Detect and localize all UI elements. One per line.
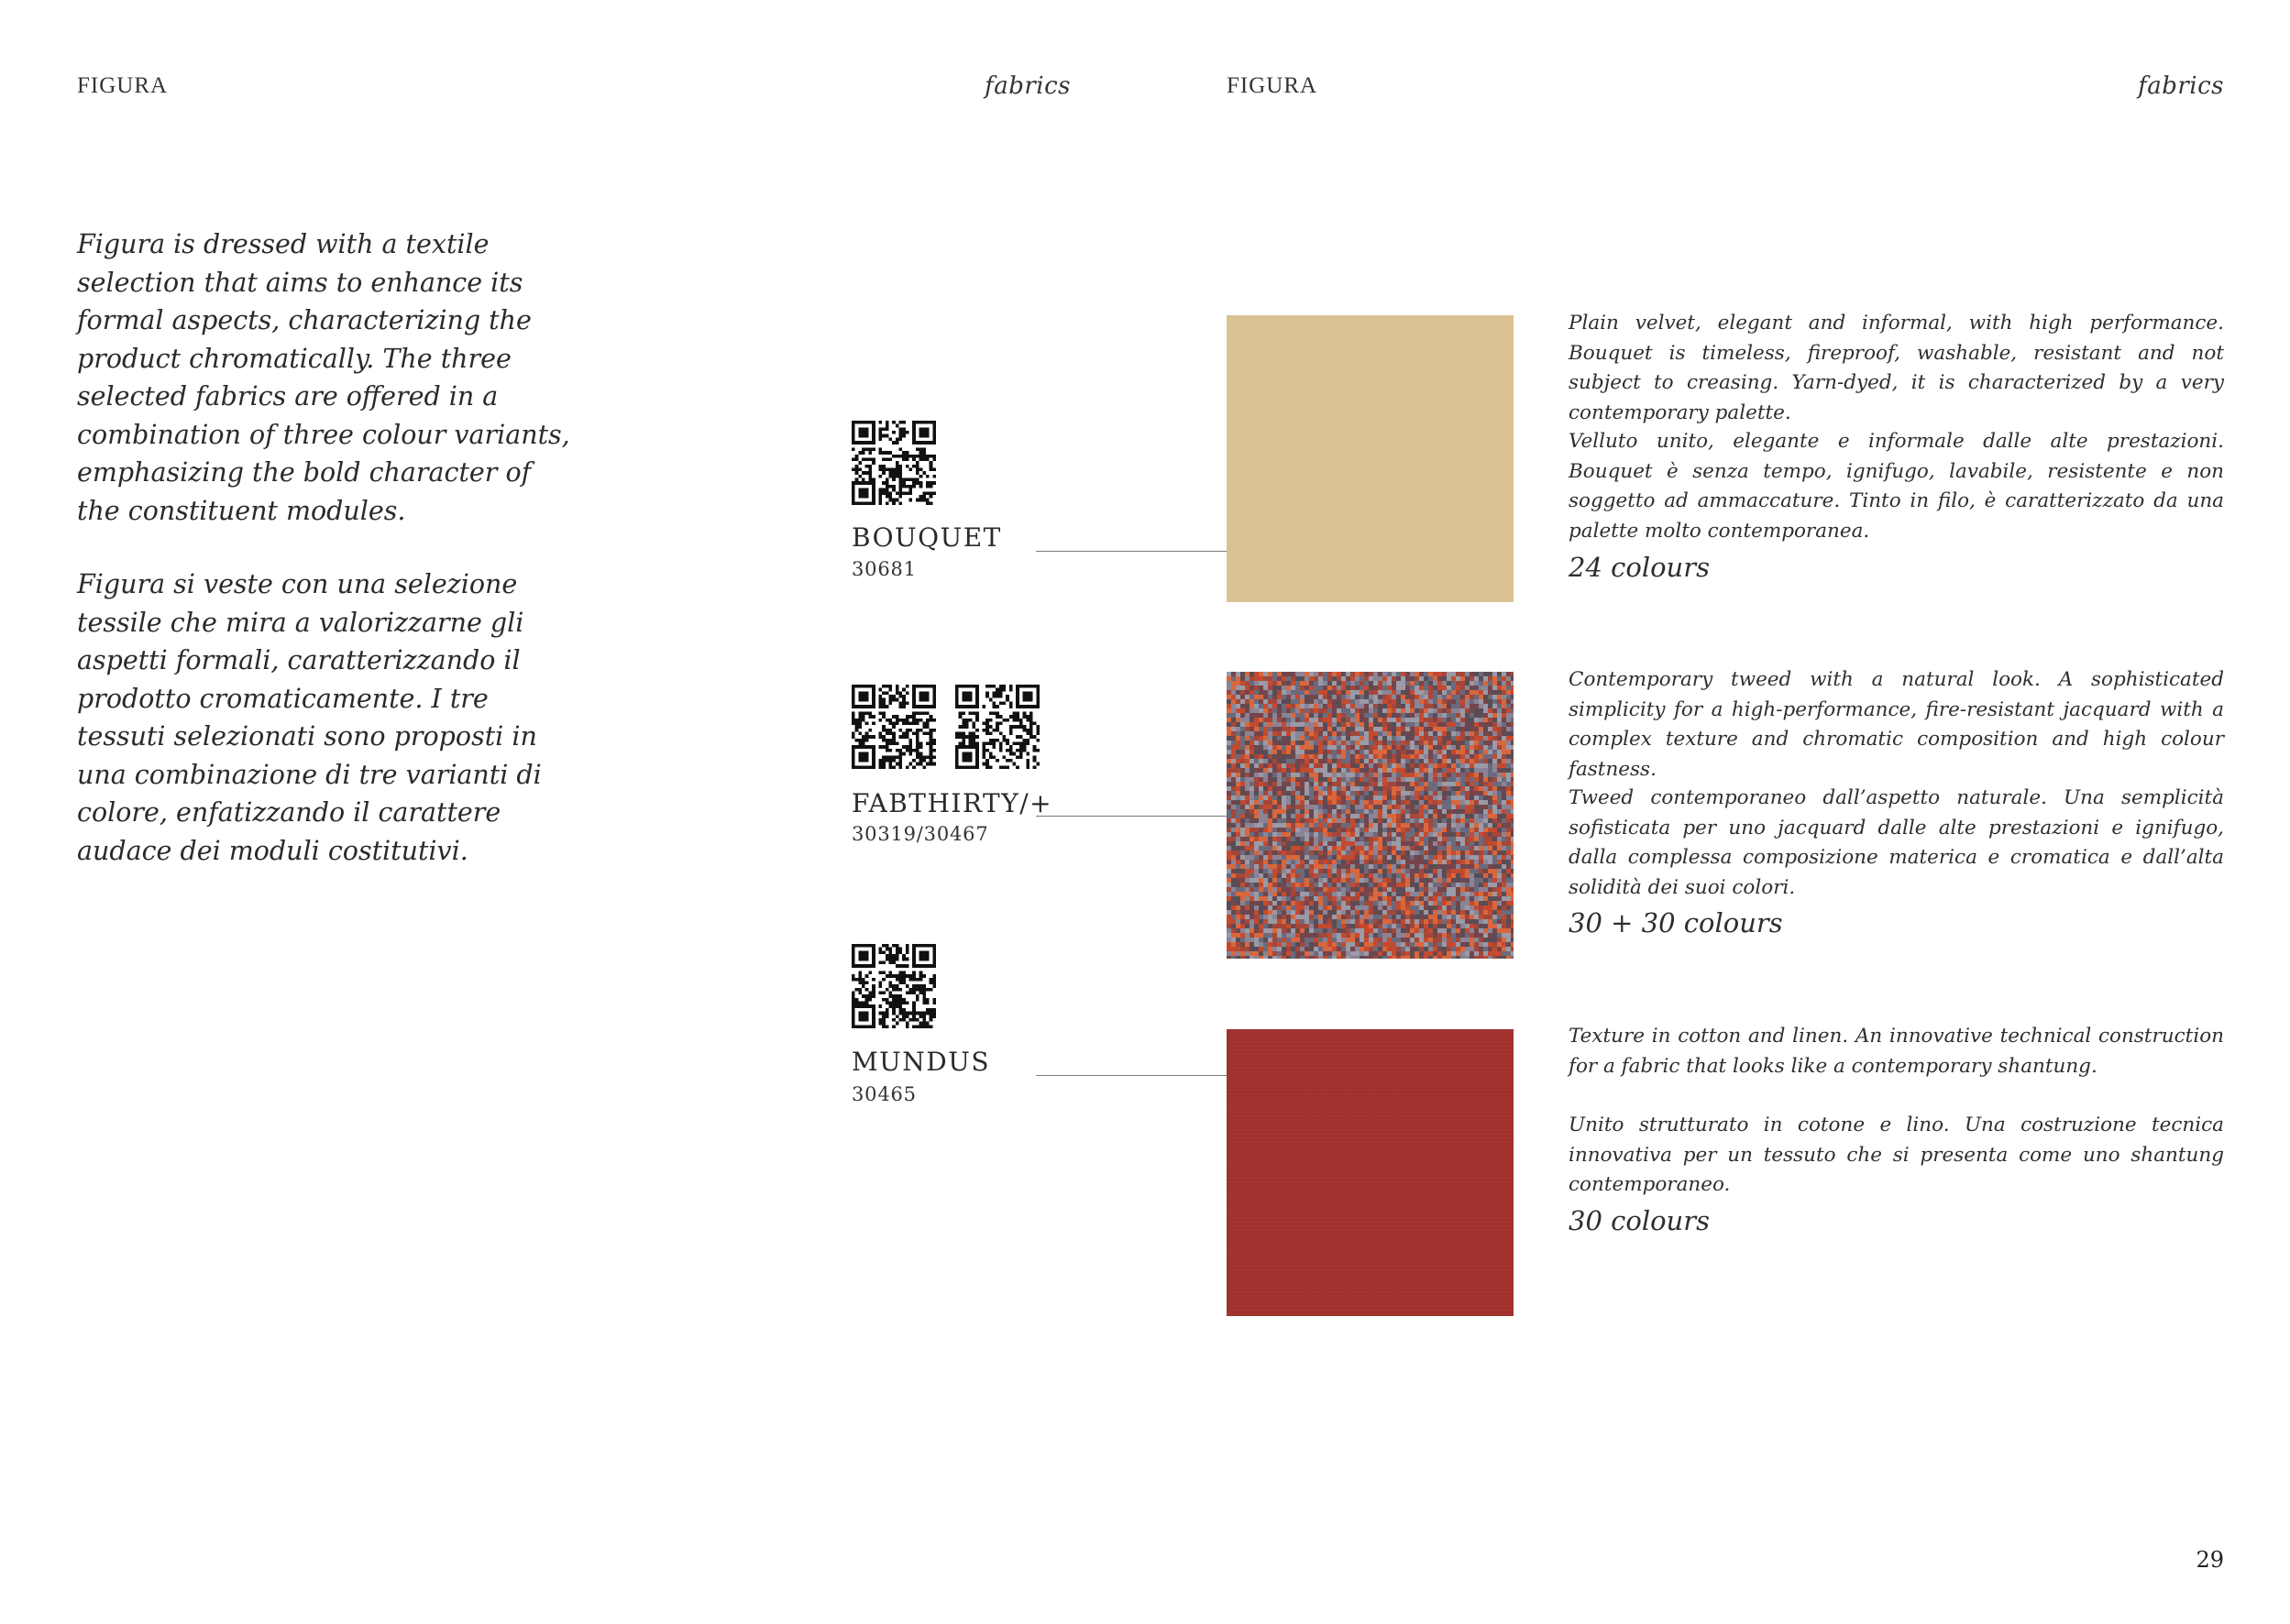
fabric-name-bouquet: BOUQUET bbox=[852, 522, 1002, 553]
fabric-name-fabthirty: FABTHIRTY/+ bbox=[852, 788, 1053, 818]
intro-english: Figura is dressed with a textile selection that aims to enhance its formal aspects, characterizing the product chromatically. The three selected fabrics are offered in a combination of three colour variants, emphasizing the bold character of the constituent modules. bbox=[77, 229, 570, 526]
description-it-fabthirty: Tweed contemporaneo dall’aspetto naturale. Una semplicità sofisticata per uno jacquard dalle alte prestazioni e ignifugo, dalla complessa composizione materica e cromatica e dall’alta solidità dei suoi colori. bbox=[1569, 786, 2224, 899]
fabric-code-fabthirty: 30319/30467 bbox=[852, 823, 989, 845]
left-page-brand: FIGURA bbox=[77, 73, 169, 98]
right-page-section: fabrics bbox=[2138, 72, 2224, 100]
intro-italian: Figura si veste con una selezione tessile che mira a valorizzarne gli aspetti formali, caratterizzando il prodotto cromaticamente. I tre tessuti selezionati sono proposti in una combinazione di tre varianti di colore, enfatizzando il carattere audace dei moduli costitutivi. bbox=[77, 569, 542, 866]
description-it-bouquet: Velluto unito, elegante e informale dalle alte prestazioni. Bouquet è senza tempo, ignifugo, lavabile, resistente e non soggetto ad ammaccature. Tinto in filo, è caratterizzato da una palette molto contemporanea. bbox=[1569, 430, 2224, 543]
bouquet-qr-code[interactable] bbox=[852, 421, 936, 505]
description-en-mundus: Texture in cotton and linen. An innovative technical construction for a fabric that looks like a contemporary shantung. bbox=[1569, 1025, 2224, 1078]
right-page-brand: FIGURA bbox=[1227, 73, 1318, 98]
description-it-mundus: Unito strutturato in cotone e lino. Una costruzione tecnica innovativa per un tessuto che si presenta come uno shantung contemporaneo. bbox=[1569, 1114, 2224, 1196]
page-number: 29 bbox=[2196, 1547, 2224, 1573]
mundus-qr-code[interactable] bbox=[852, 944, 936, 1028]
fabthirty-qr-code[interactable] bbox=[852, 685, 936, 769]
colours-count-mundus: 30 colours bbox=[1569, 1205, 1710, 1236]
fabric-code-bouquet: 30681 bbox=[852, 558, 917, 580]
fabric-name-mundus: MUNDUS bbox=[852, 1047, 990, 1077]
fabthirty-plus-qr-code[interactable] bbox=[955, 685, 1040, 769]
fabric-code-mundus: 30465 bbox=[852, 1083, 917, 1105]
swatch-mundus bbox=[1227, 1029, 1514, 1316]
description-en-fabthirty: Contemporary tweed with a natural look. A sophisticated simplicity for a high-performance, fire-resistant jacquard with a complex texture and chromatic composition and high colour fastness. bbox=[1569, 668, 2224, 781]
swatch-bouquet bbox=[1227, 315, 1514, 602]
colours-count-fabthirty: 30 + 30 colours bbox=[1569, 907, 1783, 938]
colours-count-bouquet: 24 colours bbox=[1569, 552, 1710, 583]
description-en-bouquet: Plain velvet, elegant and informal, with high performance. Bouquet is timeless, fireproof, washable, resistant and not subject to creasing. Yarn-dyed, it is characterized by a very contemporary palette. bbox=[1569, 312, 2224, 424]
swatch-fabthirty bbox=[1227, 672, 1514, 959]
left-page-section: fabrics bbox=[985, 72, 1071, 100]
